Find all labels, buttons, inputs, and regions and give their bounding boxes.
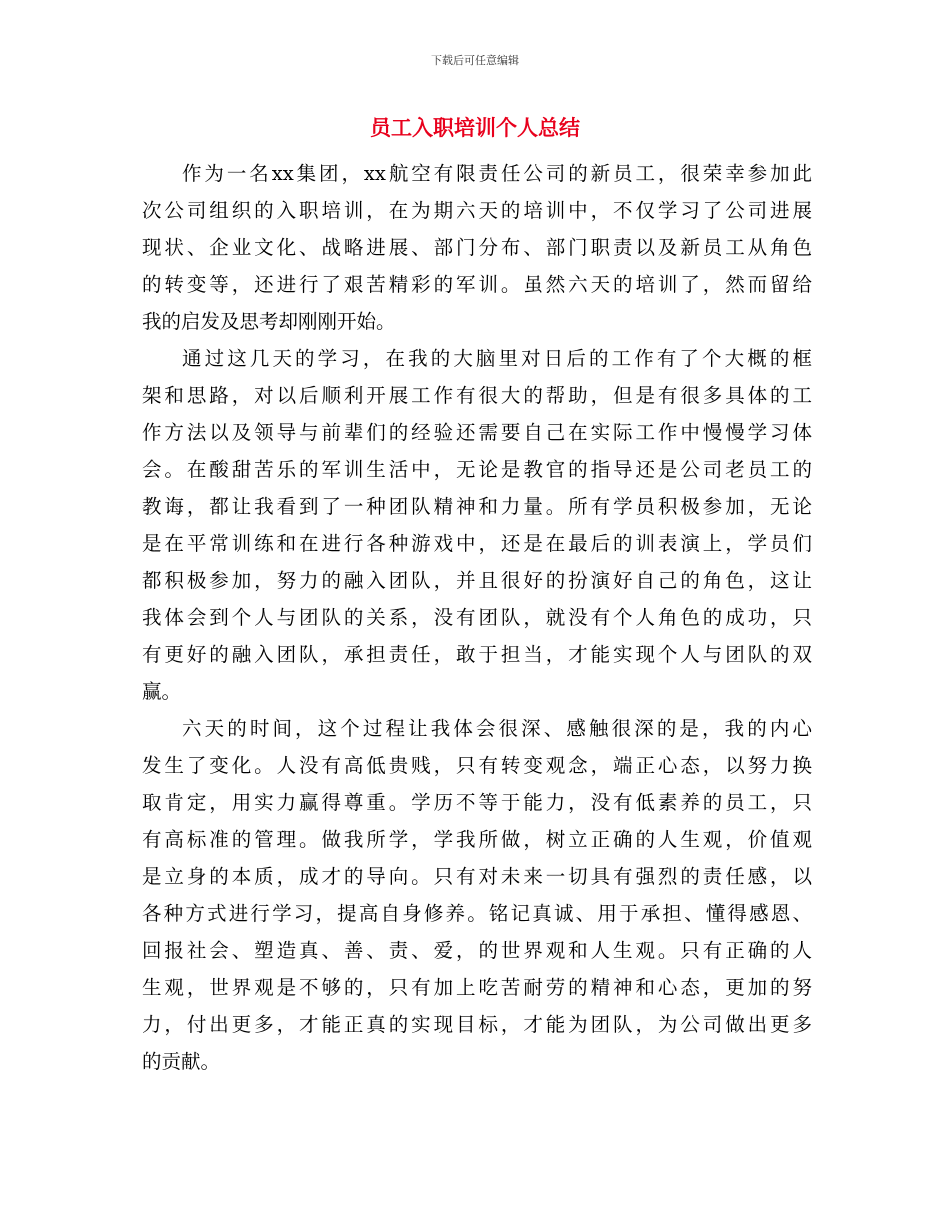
text-line: 有高标准的管理。做我所学，学我所做，树立正确的人生观，价值观 xyxy=(142,828,812,851)
text-line: 发生了变化。人没有高低贵贱，只有转变观念，端正心态，以努力换 xyxy=(142,754,812,777)
paragraph-1 xyxy=(142,155,812,340)
text-line: 各种方式进行学习，提高自身修养。铭记真诚、用于承担、懂得感恩、 xyxy=(142,902,812,925)
text-line: 六天的时间，这个过程让我体会很深、感触很深的是，我的内心 xyxy=(182,717,812,740)
text-line: 力，付出更多，才能正真的实现目标，才能为团队，为公司做出更多 xyxy=(142,1013,812,1036)
document-body xyxy=(142,155,812,1080)
text-line: 作方法以及领导与前辈们的经验还需要自己在实际工作中慢慢学习体 xyxy=(142,421,812,444)
text-line: 是立身的本质，成才的导向。只有对未来一切具有强烈的责任感，以 xyxy=(142,865,812,888)
text-line: 是在平常训练和在进行各种游戏中，还是在最后的训表演上，学员们 xyxy=(142,532,812,555)
text-line: 回报社会、塑造真、善、责、爱，的世界观和人生观。只有正确的人 xyxy=(142,939,812,962)
text-line: 我的启发及思考却刚刚开始。 xyxy=(142,310,396,333)
text-line: 作为一名xx集团，xx航空有限责任公司的新员工，很荣幸参加此 xyxy=(182,162,812,185)
text-line: 架和思路，对以后顺利开展工作有很大的帮助，但是有很多具体的工 xyxy=(142,384,812,407)
text-line: 都积极参加，努力的融入团队，并且很好的扮演好自己的角色，这让 xyxy=(142,569,812,592)
text-line: 生观，世界观是不够的，只有加上吃苦耐劳的精神和心态，更加的努 xyxy=(142,976,812,999)
text-line: 我体会到个人与团队的关系，没有团队，就没有个人角色的成功，只 xyxy=(142,606,812,629)
text-line: 次公司组织的入职培训，在为期六天的培训中，不仅学习了公司进展 xyxy=(142,199,812,222)
text-line: 通过这几天的学习，在我的大脑里对日后的工作有了个大概的框 xyxy=(182,347,812,370)
document-title: 员工入职培训个人总结 xyxy=(370,116,580,140)
text-line: 教诲，都让我看到了一种团队精神和力量。所有学员积极参加，无论 xyxy=(142,495,812,518)
text-line: 会。在酸甜苦乐的军训生活中，无论是教官的指导还是公司老员工的 xyxy=(142,458,812,481)
text-line: 现状、企业文化、战略进展、部门分布、部门职责以及新员工从角色 xyxy=(142,236,812,259)
text-line: 的贡献。 xyxy=(142,1050,221,1073)
paragraph-3 xyxy=(142,710,812,1080)
text-line: 的转变等，还进行了艰苦精彩的军训。虽然六天的培训了，然而留给 xyxy=(142,273,812,296)
text-line: 取肯定，用实力赢得尊重。学历不等于能力，没有低素养的员工，只 xyxy=(142,791,812,814)
page-header: 下载后可任意编辑 xyxy=(431,54,519,67)
text-line: 有更好的融入团队，承担责任，敢于担当，才能实现个人与团队的双 xyxy=(142,643,812,666)
text-line: 赢。 xyxy=(142,680,182,703)
paragraph-2 xyxy=(142,340,812,710)
